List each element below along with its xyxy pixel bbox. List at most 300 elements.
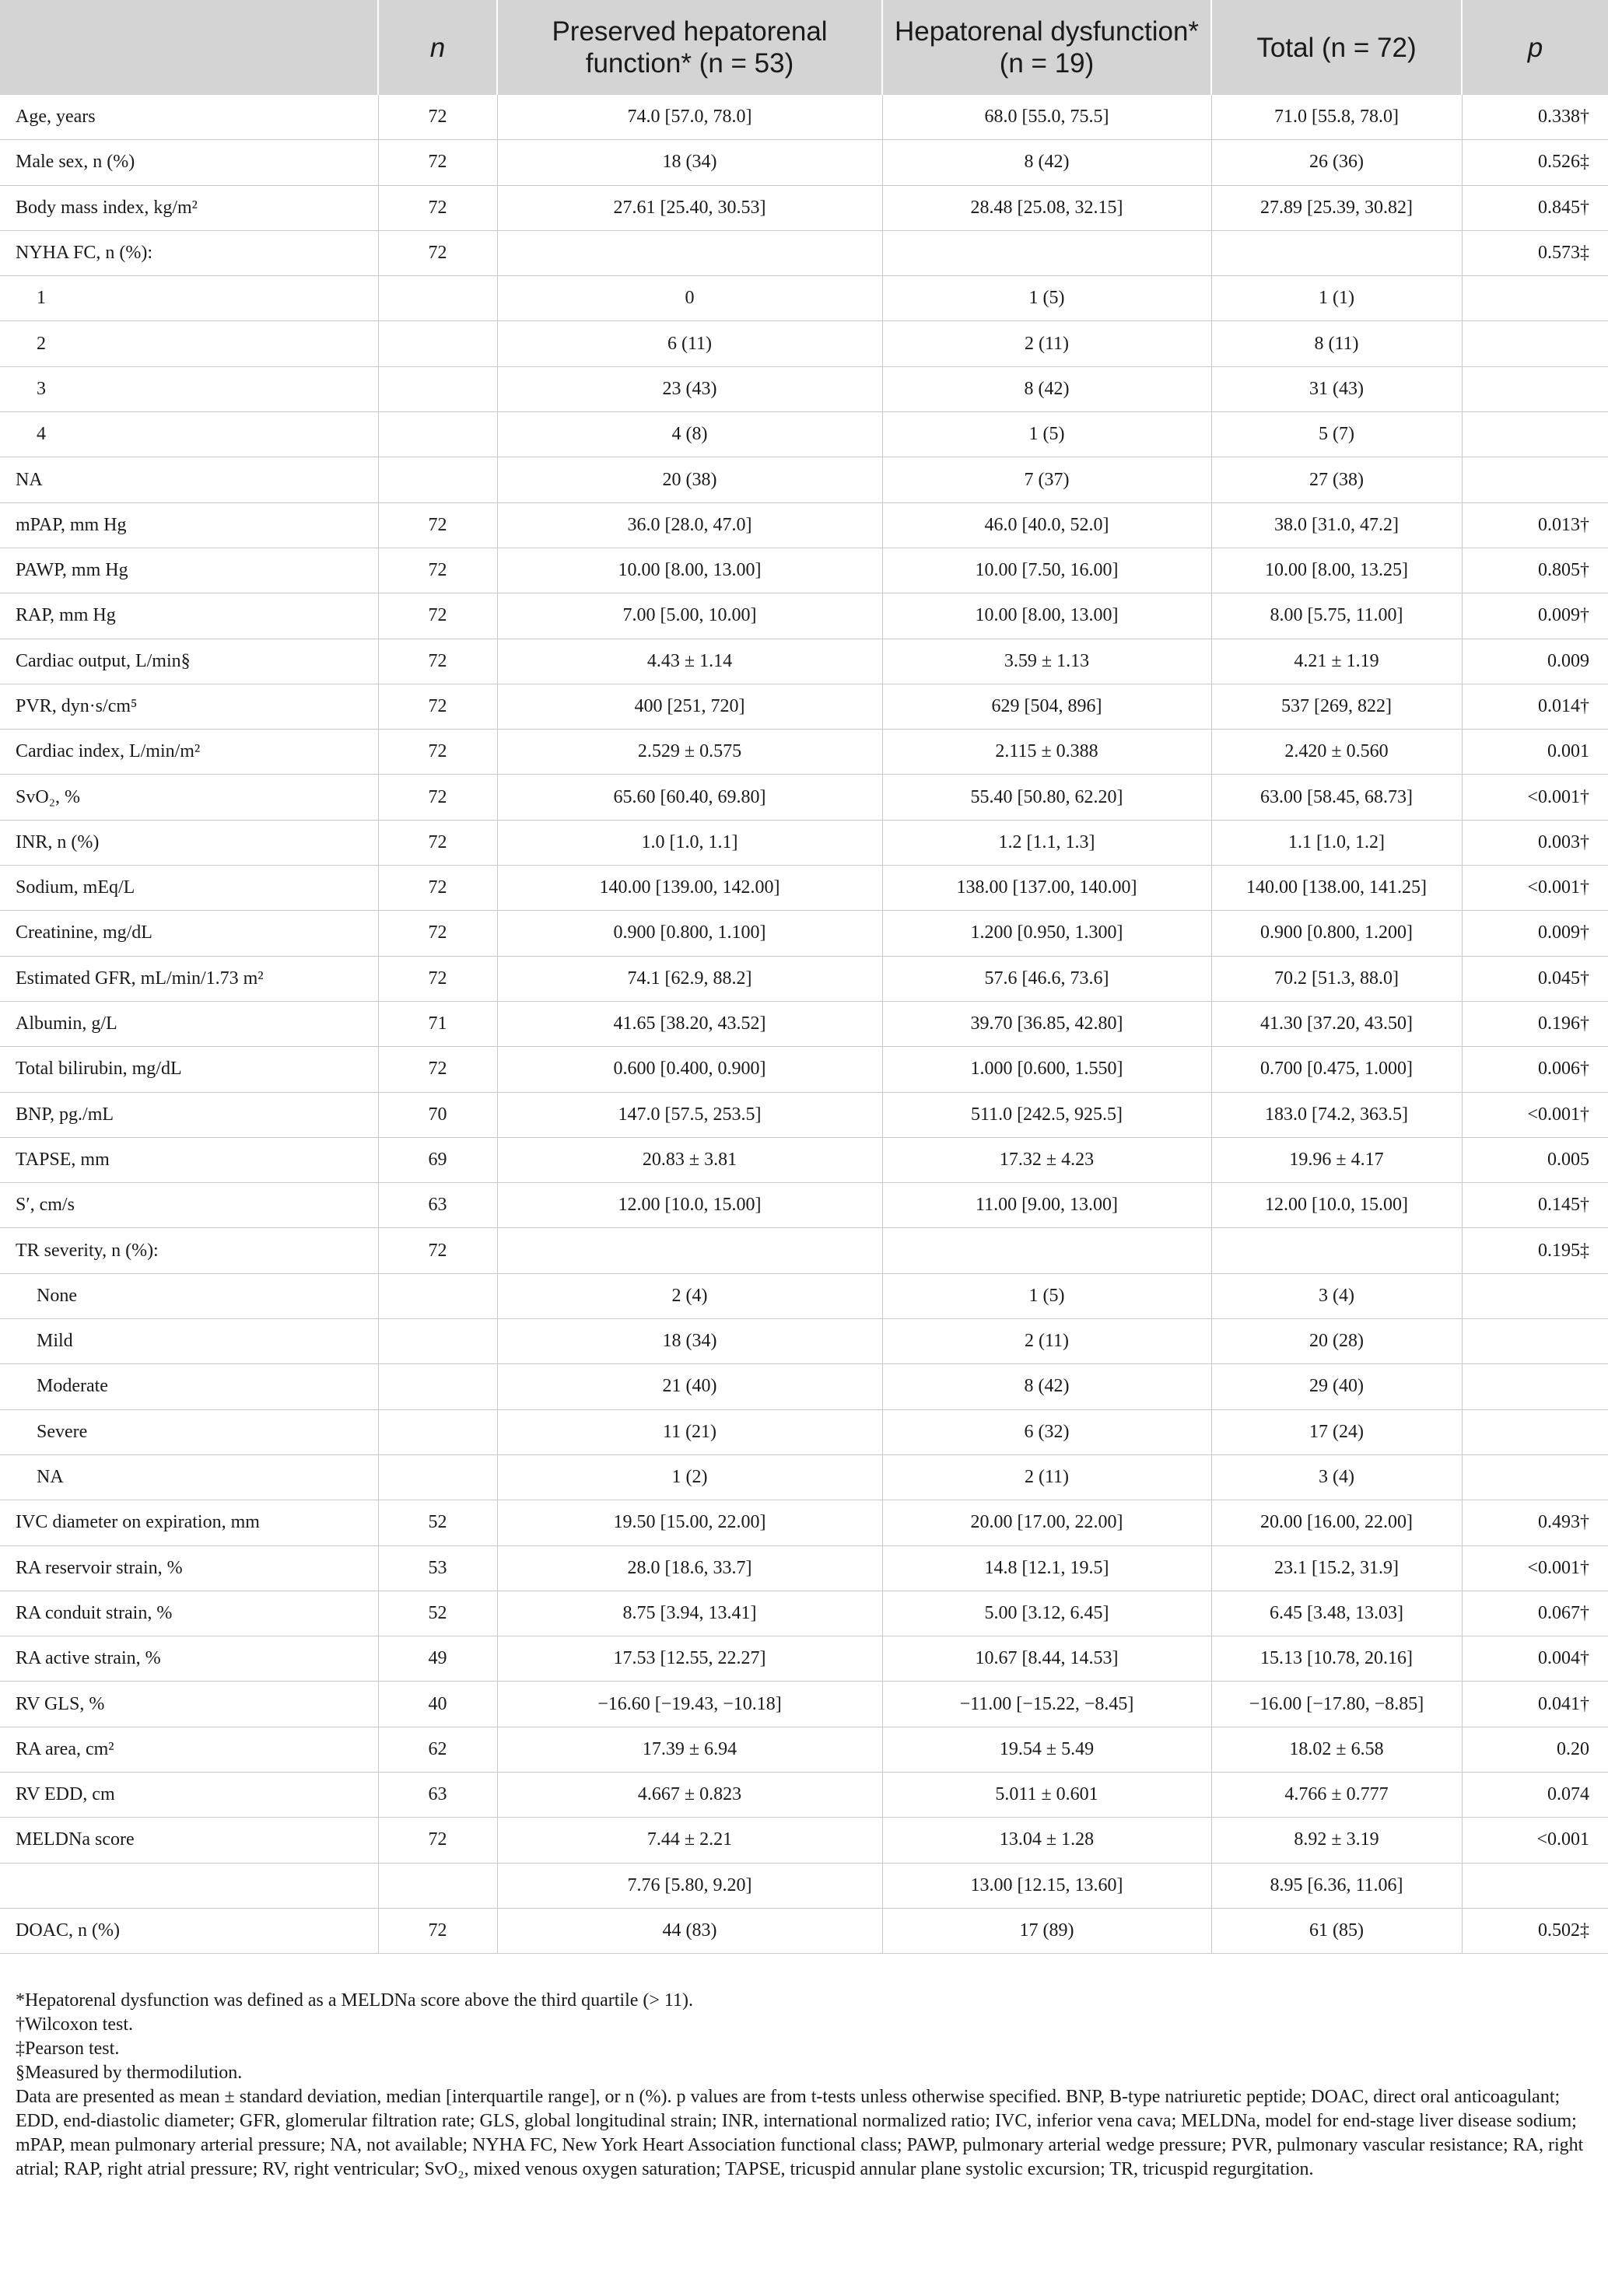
table-footnotes (16, 1989, 1591, 2182)
cell-total: 8.95 [6.36, 11.06] (1211, 1863, 1462, 1908)
cell-n: 72 (378, 730, 497, 775)
cell-p: 0.006† (1462, 1047, 1608, 1092)
footnote: ‡Pearson test. (16, 2039, 120, 2059)
cell-total: 1 (1) (1211, 276, 1462, 321)
cell-dysfunction: 19.54 ± 5.49 (882, 1727, 1211, 1772)
cell-p: 0.145† (1462, 1183, 1608, 1228)
cell-dysfunction: 5.00 [3.12, 6.45] (882, 1591, 1211, 1636)
table-row (0, 639, 1608, 684)
row-label: Severe (0, 1409, 378, 1454)
table-row (0, 1863, 1608, 1908)
cell-p (1462, 366, 1608, 411)
cell-preserved: 11 (21) (497, 1409, 882, 1454)
cell-dysfunction: 14.8 [12.1, 19.5] (882, 1545, 1211, 1591)
cell-total: 70.2 [51.3, 88.0] (1211, 956, 1462, 1001)
cell-n (378, 1273, 497, 1318)
cell-dysfunction: 10.00 [7.50, 16.00] (882, 548, 1211, 593)
cell-p: 0.20 (1462, 1727, 1608, 1772)
cell-n (378, 1409, 497, 1454)
cell-total: 61 (85) (1211, 1908, 1462, 1953)
cell-n: 53 (378, 1545, 497, 1591)
cell-preserved: 17.53 [12.55, 22.27] (497, 1636, 882, 1682)
row-label: PAWP, mm Hg (0, 548, 378, 593)
cell-dysfunction: 7 (37) (882, 457, 1211, 502)
row-label: Mild (0, 1319, 378, 1364)
cell-p: 0.014† (1462, 684, 1608, 729)
cell-total: 2.420 ± 0.560 (1211, 730, 1462, 775)
cell-p (1462, 321, 1608, 366)
cell-preserved: 27.61 [25.40, 30.53] (497, 185, 882, 230)
cell-dysfunction: −11.00 [−15.22, −8.45] (882, 1682, 1211, 1727)
cell-total: 29 (40) (1211, 1364, 1462, 1409)
table-row (0, 502, 1608, 548)
cell-dysfunction: 2 (11) (882, 1319, 1211, 1364)
cell-n: 72 (378, 140, 497, 185)
cell-p (1462, 1409, 1608, 1454)
table-row (0, 866, 1608, 911)
cell-n: 70 (378, 1092, 497, 1137)
footnote: †Wilcoxon test. (16, 2014, 134, 2035)
cell-p: 0.195‡ (1462, 1228, 1608, 1273)
cell-total: 183.0 [74.2, 363.5] (1211, 1092, 1462, 1137)
cell-n: 72 (378, 956, 497, 1001)
cell-preserved: 65.60 [60.40, 69.80] (497, 775, 882, 820)
row-label: Body mass index, kg/m² (0, 185, 378, 230)
row-label: Male sex, n (%) (0, 140, 378, 185)
cell-dysfunction: 8 (42) (882, 1364, 1211, 1409)
cell-n: 72 (378, 1047, 497, 1092)
cell-dysfunction: 2.115 ± 0.388 (882, 730, 1211, 775)
cell-preserved: 10.00 [8.00, 13.00] (497, 548, 882, 593)
row-label: RA reservoir strain, % (0, 1545, 378, 1591)
cell-dysfunction: 138.00 [137.00, 140.00] (882, 866, 1211, 911)
cell-dysfunction: 39.70 [36.85, 42.80] (882, 1001, 1211, 1046)
cell-dysfunction: 3.59 ± 1.13 (882, 639, 1211, 684)
cell-p (1462, 1364, 1608, 1409)
cell-dysfunction: 68.0 [55.0, 75.5] (882, 95, 1211, 140)
row-label: Albumin, g/L (0, 1001, 378, 1046)
cell-p: 0.526‡ (1462, 140, 1608, 185)
table-row (0, 1228, 1608, 1273)
table-row (0, 230, 1608, 275)
cell-dysfunction: 28.48 [25.08, 32.15] (882, 185, 1211, 230)
row-label: BNP, pg./mL (0, 1092, 378, 1137)
table-row (0, 1001, 1608, 1046)
cell-n: 72 (378, 1908, 497, 1953)
cell-n (378, 1863, 497, 1908)
table-row (0, 1273, 1608, 1318)
header-variable (0, 0, 378, 95)
cell-preserved: 147.0 [57.5, 253.5] (497, 1092, 882, 1137)
cell-n: 72 (378, 775, 497, 820)
cell-dysfunction: 17.32 ± 4.23 (882, 1137, 1211, 1182)
footnote: *Hepatorenal dysfunction was defined as a MELDNa score above the third quartile (> 11). (16, 1990, 694, 2011)
cell-dysfunction: 1.000 [0.600, 1.550] (882, 1047, 1211, 1092)
cell-p: 0.338† (1462, 95, 1608, 140)
cell-n: 72 (378, 502, 497, 548)
cell-total: 31 (43) (1211, 366, 1462, 411)
cell-n (378, 1364, 497, 1409)
cell-dysfunction: 1.2 [1.1, 1.3] (882, 820, 1211, 865)
table-row (0, 457, 1608, 502)
cell-n (378, 321, 497, 366)
cell-dysfunction (882, 230, 1211, 275)
cell-n: 72 (378, 639, 497, 684)
cell-total: 0.900 [0.800, 1.200] (1211, 911, 1462, 956)
cell-total: 20.00 [16.00, 22.00] (1211, 1500, 1462, 1545)
cell-total (1211, 1228, 1462, 1273)
table-row (0, 684, 1608, 729)
cell-dysfunction: 5.011 ± 0.601 (882, 1772, 1211, 1817)
row-label: SvO₂, % (0, 775, 378, 820)
cell-dysfunction: 8 (42) (882, 140, 1211, 185)
cell-p: 0.196† (1462, 1001, 1608, 1046)
cell-total: 537 [269, 822] (1211, 684, 1462, 729)
cell-total: 8.92 ± 3.19 (1211, 1818, 1462, 1863)
cell-preserved (497, 230, 882, 275)
table-row (0, 1409, 1608, 1454)
cell-preserved: 1.0 [1.0, 1.1] (497, 820, 882, 865)
table-row (0, 1908, 1608, 1953)
row-label: RA conduit strain, % (0, 1591, 378, 1636)
cell-n (378, 1454, 497, 1500)
row-label: RAP, mm Hg (0, 593, 378, 639)
cell-n: 52 (378, 1500, 497, 1545)
row-label: RV GLS, % (0, 1682, 378, 1727)
cell-total: 3 (4) (1211, 1454, 1462, 1500)
cell-dysfunction: 2 (11) (882, 1454, 1211, 1500)
cell-dysfunction: 10.67 [8.44, 14.53] (882, 1636, 1211, 1682)
cell-n (378, 366, 497, 411)
row-label: 2 (0, 321, 378, 366)
table-row (0, 1636, 1608, 1682)
cell-total: 20 (28) (1211, 1319, 1462, 1364)
cell-preserved: 41.65 [38.20, 43.52] (497, 1001, 882, 1046)
cell-total: 1.1 [1.0, 1.2] (1211, 820, 1462, 865)
cell-p: <0.001† (1462, 1545, 1608, 1591)
row-label: RV EDD, cm (0, 1772, 378, 1817)
cell-p: 0.005 (1462, 1137, 1608, 1182)
cell-preserved: 19.50 [15.00, 22.00] (497, 1500, 882, 1545)
cell-total: 18.02 ± 6.58 (1211, 1727, 1462, 1772)
cell-preserved: 20.83 ± 3.81 (497, 1137, 882, 1182)
table-row (0, 1137, 1608, 1182)
row-label: Cardiac output, L/min§ (0, 639, 378, 684)
cell-n: 72 (378, 684, 497, 729)
table-row (0, 956, 1608, 1001)
table-row (0, 1727, 1608, 1772)
cell-n: 62 (378, 1727, 497, 1772)
cell-preserved: 18 (34) (497, 1319, 882, 1364)
row-label: NA (0, 1454, 378, 1500)
cell-preserved: 400 [251, 720] (497, 684, 882, 729)
cell-dysfunction: 629 [504, 896] (882, 684, 1211, 729)
cell-total: 27 (38) (1211, 457, 1462, 502)
row-label: RA area, cm² (0, 1727, 378, 1772)
header-row (0, 0, 1608, 95)
cell-n: 69 (378, 1137, 497, 1182)
cell-dysfunction: 6 (32) (882, 1409, 1211, 1454)
cell-p: 0.067† (1462, 1591, 1608, 1636)
row-label: TAPSE, mm (0, 1137, 378, 1182)
cell-preserved: 140.00 [139.00, 142.00] (497, 866, 882, 911)
row-label: S′, cm/s (0, 1183, 378, 1228)
cell-dysfunction: 2 (11) (882, 321, 1211, 366)
cell-total: 4.21 ± 1.19 (1211, 639, 1462, 684)
row-label: DOAC, n (%) (0, 1908, 378, 1953)
header-p: p (1462, 0, 1608, 95)
cell-dysfunction: 1 (5) (882, 276, 1211, 321)
cell-dysfunction: 511.0 [242.5, 925.5] (882, 1092, 1211, 1137)
cell-p: 0.074 (1462, 1772, 1608, 1817)
row-label: Sodium, mEq/L (0, 866, 378, 911)
cell-total (1211, 230, 1462, 275)
row-label: None (0, 1273, 378, 1318)
cell-n: 72 (378, 593, 497, 639)
cell-n: 72 (378, 911, 497, 956)
cell-n: 71 (378, 1001, 497, 1046)
cell-preserved: 17.39 ± 6.94 (497, 1727, 882, 1772)
cell-total: 8.00 [5.75, 11.00] (1211, 593, 1462, 639)
cell-preserved: 4.43 ± 1.14 (497, 639, 882, 684)
cell-preserved: 4 (8) (497, 412, 882, 457)
cell-preserved: 36.0 [28.0, 47.0] (497, 502, 882, 548)
row-label: 3 (0, 366, 378, 411)
cell-total: 27.89 [25.39, 30.82] (1211, 185, 1462, 230)
cell-preserved: 0.900 [0.800, 1.100] (497, 911, 882, 956)
cell-n: 72 (378, 1228, 497, 1273)
cell-n: 72 (378, 866, 497, 911)
cell-n: 72 (378, 820, 497, 865)
row-label: RA active strain, % (0, 1636, 378, 1682)
cell-dysfunction: 11.00 [9.00, 13.00] (882, 1183, 1211, 1228)
cell-n: 72 (378, 95, 497, 140)
cell-total: 3 (4) (1211, 1273, 1462, 1318)
table-row (0, 730, 1608, 775)
table-row (0, 366, 1608, 411)
table-row (0, 1092, 1608, 1137)
table-row (0, 1364, 1608, 1409)
row-label: MELDNa score (0, 1818, 378, 1863)
cell-p: <0.001† (1462, 775, 1608, 820)
cell-p: 0.845† (1462, 185, 1608, 230)
cell-total: 23.1 [15.2, 31.9] (1211, 1545, 1462, 1591)
cell-preserved: 18 (34) (497, 140, 882, 185)
footnote: §Measured by thermodilution. (16, 2063, 243, 2083)
cell-preserved: 2.529 ± 0.575 (497, 730, 882, 775)
row-label (0, 1863, 378, 1908)
table-row (0, 95, 1608, 140)
cell-preserved: 0.600 [0.400, 0.900] (497, 1047, 882, 1092)
row-label: Estimated GFR, mL/min/1.73 m² (0, 956, 378, 1001)
table-row (0, 1772, 1608, 1817)
cell-total: 71.0 [55.8, 78.0] (1211, 95, 1462, 140)
cell-dysfunction: 1 (5) (882, 412, 1211, 457)
cell-n (378, 276, 497, 321)
table-row (0, 1682, 1608, 1727)
cell-total: 6.45 [3.48, 13.03] (1211, 1591, 1462, 1636)
cell-p: 0.009† (1462, 911, 1608, 956)
cell-p: <0.001† (1462, 1092, 1608, 1137)
cell-p (1462, 276, 1608, 321)
cell-dysfunction: 1 (5) (882, 1273, 1211, 1318)
cell-total: 0.700 [0.475, 1.000] (1211, 1047, 1462, 1092)
row-label: IVC diameter on expiration, mm (0, 1500, 378, 1545)
footnote: Data are presented as mean ± standard deviation, median [interquartile range], or n (%). p values are from t-tests unless otherwise specified. BNP, B-type natriuretic peptide; DOAC, direct oral anticoagulant; EDD, end-diastolic diameter; GFR, glomerular filtration rate; GLS, global longitudinal strain; INR, international normalized ratio; IVC, inferior vena cava; MELDNa, model for end-stage liver disease sodium; mPAP, mean pulmonary arterial pressure; NA, not available; NYHA FC, New York Heart Association functional class; PAWP, pulmonary arterial wedge pressure; PVR, pulmonary vascular resistance; RA, right atrial; RAP, right atrial pressure; RV, right ventricular; SvO₂, mixed venous oxygen saturation; TAPSE, tricuspid annular plane systolic excursion; TR, tricuspid regurgitation. (16, 2087, 1584, 2179)
table-row (0, 140, 1608, 185)
cell-preserved: 0 (497, 276, 882, 321)
row-label: TR severity, n (%): (0, 1228, 378, 1273)
cell-p: 0.493† (1462, 1500, 1608, 1545)
cell-dysfunction: 13.04 ± 1.28 (882, 1818, 1211, 1863)
cell-preserved: 7.00 [5.00, 10.00] (497, 593, 882, 639)
row-label: Moderate (0, 1364, 378, 1409)
header-total: Total (n = 72) (1211, 0, 1462, 95)
cell-n: 49 (378, 1636, 497, 1682)
table-row (0, 1319, 1608, 1364)
cell-preserved: 20 (38) (497, 457, 882, 502)
cell-total: 140.00 [138.00, 141.25] (1211, 866, 1462, 911)
row-label: Creatinine, mg/dL (0, 911, 378, 956)
cell-preserved: 23 (43) (497, 366, 882, 411)
table-row (0, 412, 1608, 457)
row-label: Total bilirubin, mg/dL (0, 1047, 378, 1092)
cell-p: 0.013† (1462, 502, 1608, 548)
cell-total: 26 (36) (1211, 140, 1462, 185)
header-dysfunction: Hepatorenal dysfunction* (n = 19) (882, 0, 1211, 95)
row-label: Age, years (0, 95, 378, 140)
cell-total: 8 (11) (1211, 321, 1462, 366)
cell-n (378, 1319, 497, 1364)
cell-p: 0.502‡ (1462, 1908, 1608, 1953)
cell-n: 40 (378, 1682, 497, 1727)
cell-p: <0.001 (1462, 1818, 1608, 1863)
cell-p: 0.009 (1462, 639, 1608, 684)
table-row (0, 1500, 1608, 1545)
cell-p (1462, 1454, 1608, 1500)
cell-p: 0.045† (1462, 956, 1608, 1001)
cell-dysfunction: 20.00 [17.00, 22.00] (882, 1500, 1211, 1545)
cell-total: 4.766 ± 0.777 (1211, 1772, 1462, 1817)
row-label: Cardiac index, L/min/m² (0, 730, 378, 775)
cell-p: 0.009† (1462, 593, 1608, 639)
cell-p: 0.573‡ (1462, 230, 1608, 275)
cell-preserved: 1 (2) (497, 1454, 882, 1500)
cell-total: 17 (24) (1211, 1409, 1462, 1454)
cell-p (1462, 1273, 1608, 1318)
table-row (0, 1591, 1608, 1636)
cell-p (1462, 1319, 1608, 1364)
row-label: NYHA FC, n (%): (0, 230, 378, 275)
header-n: n (378, 0, 497, 95)
cell-dysfunction: 55.40 [50.80, 62.20] (882, 775, 1211, 820)
cell-p: 0.001 (1462, 730, 1608, 775)
cell-preserved: 74.0 [57.0, 78.0] (497, 95, 882, 140)
table-row (0, 548, 1608, 593)
row-label: NA (0, 457, 378, 502)
cell-p (1462, 412, 1608, 457)
cell-total: 19.96 ± 4.17 (1211, 1137, 1462, 1182)
cell-total: 41.30 [37.20, 43.50] (1211, 1001, 1462, 1046)
cell-n (378, 457, 497, 502)
cell-dysfunction: 57.6 [46.6, 73.6] (882, 956, 1211, 1001)
cell-dysfunction: 17 (89) (882, 1908, 1211, 1953)
table-body (0, 95, 1608, 1954)
table-row (0, 1818, 1608, 1863)
cell-n: 63 (378, 1772, 497, 1817)
table-row (0, 185, 1608, 230)
table-row (0, 820, 1608, 865)
cell-total: 5 (7) (1211, 412, 1462, 457)
table-row (0, 1545, 1608, 1591)
cell-n: 72 (378, 230, 497, 275)
cell-p: <0.001† (1462, 866, 1608, 911)
cell-preserved: 44 (83) (497, 1908, 882, 1953)
table-row (0, 276, 1608, 321)
cell-preserved: 7.44 ± 2.21 (497, 1818, 882, 1863)
table-row (0, 593, 1608, 639)
cell-total: −16.00 [−17.80, −8.85] (1211, 1682, 1462, 1727)
table-row (0, 911, 1608, 956)
cell-preserved: 6 (11) (497, 321, 882, 366)
cell-preserved: 2 (4) (497, 1273, 882, 1318)
cell-dysfunction: 46.0 [40.0, 52.0] (882, 502, 1211, 548)
cell-n: 72 (378, 185, 497, 230)
header-preserved: Preserved hepatorenal function* (n = 53) (497, 0, 882, 95)
table-row (0, 1183, 1608, 1228)
cell-preserved: 21 (40) (497, 1364, 882, 1409)
table-row (0, 321, 1608, 366)
table-row (0, 1047, 1608, 1092)
row-label: PVR, dyn·s/cm⁵ (0, 684, 378, 729)
cell-p (1462, 457, 1608, 502)
row-label: 4 (0, 412, 378, 457)
cell-dysfunction (882, 1228, 1211, 1273)
cell-total: 15.13 [10.78, 20.16] (1211, 1636, 1462, 1682)
cell-n: 63 (378, 1183, 497, 1228)
cell-preserved: 12.00 [10.0, 15.00] (497, 1183, 882, 1228)
row-label: mPAP, mm Hg (0, 502, 378, 548)
cell-preserved: −16.60 [−19.43, −10.18] (497, 1682, 882, 1727)
cell-dysfunction: 10.00 [8.00, 13.00] (882, 593, 1211, 639)
cell-preserved (497, 1228, 882, 1273)
cell-dysfunction: 13.00 [12.15, 13.60] (882, 1863, 1211, 1908)
row-label: 1 (0, 276, 378, 321)
cell-dysfunction: 1.200 [0.950, 1.300] (882, 911, 1211, 956)
cell-preserved: 74.1 [62.9, 88.2] (497, 956, 882, 1001)
cell-n: 72 (378, 1818, 497, 1863)
cell-n (378, 412, 497, 457)
cell-preserved: 8.75 [3.94, 13.41] (497, 1591, 882, 1636)
cell-p: 0.805† (1462, 548, 1608, 593)
cell-n: 72 (378, 548, 497, 593)
cell-total: 63.00 [58.45, 68.73] (1211, 775, 1462, 820)
cell-preserved: 28.0 [18.6, 33.7] (497, 1545, 882, 1591)
cell-total: 38.0 [31.0, 47.2] (1211, 502, 1462, 548)
cell-dysfunction: 8 (42) (882, 366, 1211, 411)
cell-p: 0.004† (1462, 1636, 1608, 1682)
cell-p: 0.041† (1462, 1682, 1608, 1727)
table-header (0, 0, 1608, 95)
cell-n: 52 (378, 1591, 497, 1636)
cell-preserved: 7.76 [5.80, 9.20] (497, 1863, 882, 1908)
row-label: INR, n (%) (0, 820, 378, 865)
cell-preserved: 4.667 ± 0.823 (497, 1772, 882, 1817)
cell-total: 12.00 [10.0, 15.00] (1211, 1183, 1462, 1228)
cell-p: 0.003† (1462, 820, 1608, 865)
cell-p (1462, 1863, 1608, 1908)
table-row (0, 775, 1608, 820)
